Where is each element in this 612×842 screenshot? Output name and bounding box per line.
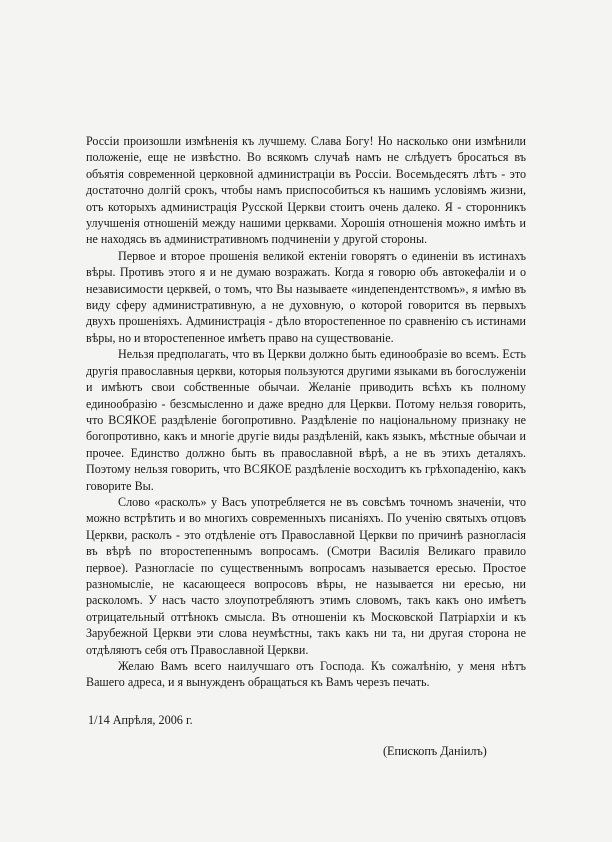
letter-body [86, 133, 526, 691]
letter-date: 1/14 Апрѣля, 2006 г. [88, 713, 193, 727]
paragraph-2: Первое и второе прошенія великой ектеніи говорятъ о единеніи въ истинахъ вѣры. Противъ этого я и не думаю возражать. Когда я говорю объ автокефаліи и о независимости церквей, о томъ, что Вы называете «индепендентствомъ», я имѣю въ виду сферу административную, а не духовную, о которой говорится въ первыхъ двухъ прошеніяхъ. Администрація - дѣло второстепенное по сравненію съ истинами вѣры, но и второстепенное имѣетъ право на существованіе. [86, 248, 526, 345]
paragraph-3: Нельзя предполагать, что въ Церкви должно быть единообразіе во всемъ. Есть другія православныя церкви, которыя пользуются другими языками въ богослуженіи и имѣютъ свои собственные обычаи. Желаніе приводить всѣхъ къ полному единообразію - безсмысленно и даже вредно для Церкви. Потому нельзя говорить, что ВСЯКОЕ раздѣленіе богопротивно. Раздѣленіе по національному признаку не богопротивно, какъ и многіе другіе виды раздѣленій, какъ языкъ, мѣстные обычаи и прочее. Единство должно быть въ православной вѣрѣ, а не въ этихъ деталяхъ. Поэтому нельзя говорить, что ВСЯКОЕ раздѣленіе восходитъ къ грѣхопаденію, какъ говорите Вы. [86, 347, 526, 493]
paragraph-1: Россіи произошли измѣненія къ лучшему. Слава Богу! Но насколько они измѣнили положеніе, еще не извѣстно. Во всякомъ случаѣ намъ не слѣдуетъ бросаться въ объятія современной церковной администраціи въ Россіи. Восемьдесятъ лѣтъ - это достаточно долгій срокъ, чтобы намъ приспособиться къ нашимъ условіямъ жизни, отъ которыхъ администрація Русской Церкви стоитъ очень далеко. Я - сторонникъ улучшенія отношеній между нашими церквами. Хорошія отношенія можно имѣть и не находясь въ административномъ подчиненіи у другой стороны. [86, 134, 526, 247]
paragraph-5: Желаю Вамъ всего наилучшаго отъ Господа. Къ сожалѣнію, у меня нѣтъ Вашего адреса, и я вынужденъ обращаться къ Вамъ черезъ печать. [86, 659, 526, 690]
paragraph-4: Слово «расколъ» у Васъ употребляется не въ совсѣмъ точномъ значеніи, что можно встрѣтить и во многихъ современныхъ писаніяхъ. По ученію святыхъ отцовъ Церкви, расколъ - это отдѣленіе отъ Православной Церкви по причинѣ разногласія въ вѣрѣ по второстепеннымъ вопросамъ. (Смотри Василія Великаго правило первое). Разногласіе по существеннымъ вопросамъ называется ересью. Простое разномысліе, не касающееся вопросовъ вѣры, не называется ни ересью, ни расколомъ. У насъ часто злоупотребляютъ этимъ словомъ, такъ какъ оно имѣетъ отрицательный оттѣнокъ смысла. Въ отношеніи къ Московской Патріархіи и къ Зарубежной Церкви эти слова неумѣстны, такъ какъ ни та, ни другая сторона не отдѣляютъ себя отъ Православной Церкви. [86, 494, 526, 657]
signature: (Епископъ Даніилъ) [383, 744, 487, 758]
